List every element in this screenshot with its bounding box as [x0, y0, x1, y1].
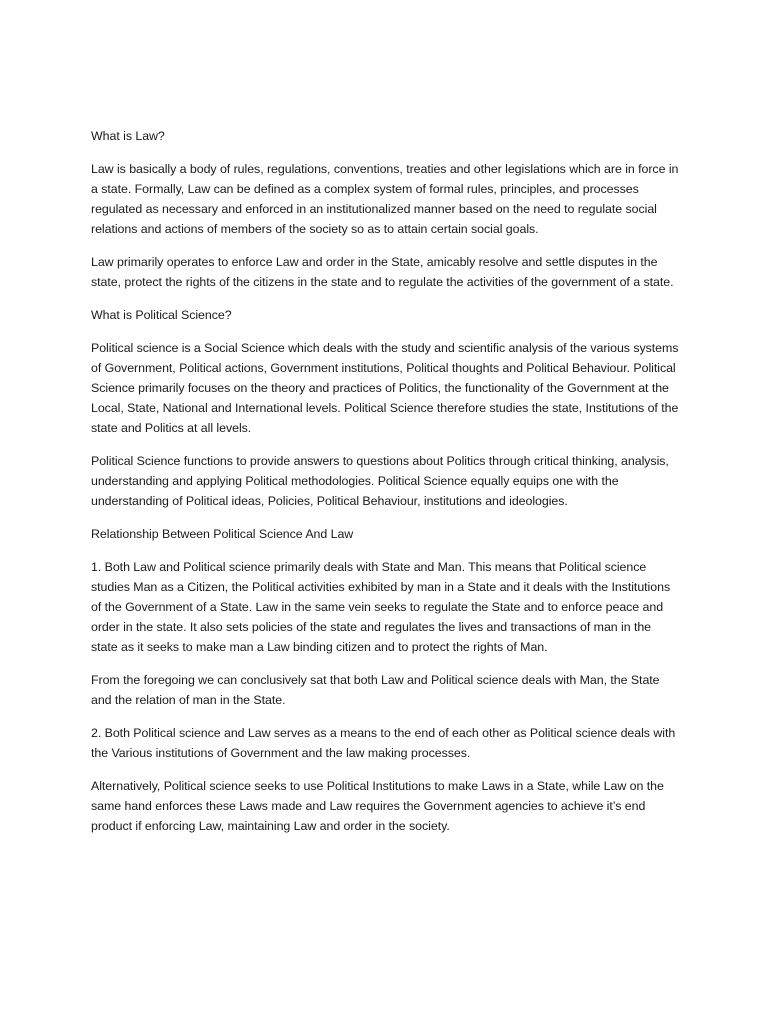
paragraph-law-functions: Law primarily operates to enforce Law and order in the State, amicably resolve and settle disputes in the state, protect the rights of the citizens in the state and to regulate the activities of the government of a state. [91, 255, 674, 289]
paragraph-point-2: 2. Both Political science and Law serves as a means to the end of each other as Political science deals with the Various institutions of Government and the law making processes. [91, 726, 676, 760]
document-page [91, 126, 681, 849]
paragraph-alternatively: Alternatively, Political science seeks to use Political Institutions to make Laws in a State, while Law on the same hand enforces these Laws made and Law requires the Government agencies to achieve it’s end product if enforcing Law, maintaining Law and order in the society. [91, 779, 664, 833]
paragraph-political-science-definition: Political science is a Social Science which deals with the study and scientific analysis of the various systems of Government, Political actions, Government institutions, Political thoughts and Political Behaviour. Political Science primarily focuses on the theory and practices of Politics, the functionality of the Government at the Local, State, National and International levels. Political Science therefore studies the state, Institutions of the state and Politics at all levels. [91, 341, 679, 435]
paragraph-law-definition: Law is basically a body of rules, regulations, conventions, treaties and other legislations which are in force in a state. Formally, Law can be defined as a complex system of formal rules, principles, and processes regulated as necessary and enforced in an institutionalized manner based on the need to regulate social relations and actions of members of the society so as to attain certain social goals. [91, 162, 679, 236]
heading-relationship: Relationship Between Political Science And Law [91, 527, 354, 541]
heading-what-is-law: What is Law? [91, 129, 165, 143]
paragraph-conclusion: From the foregoing we can conclusively sat that both Law and Political science deals with Man, the State and the relation of man in the State. [91, 673, 660, 707]
heading-what-is-political-science: What is Political Science? [91, 308, 232, 322]
paragraph-point-1: 1. Both Law and Political science primarily deals with State and Man. This means that Political science studies Man as a Citizen, the Political activities exhibited by man in a State and it deals with the Institutions of the Government of a State. Law in the same vein seeks to regulate the State and to enforce peace and order in the state. It also sets policies of the state and regulates the lives and transactions of man in the state as it seeks to make man a Law binding citizen and to protect the rights of Man. [91, 560, 671, 654]
paragraph-political-science-functions: Political Science functions to provide answers to questions about Politics through critical thinking, analysis, understanding and applying Political methodologies. Political Science equally equips one with the understanding of Political ideas, Policies, Political Behaviour, institutions and ideologies. [91, 454, 669, 508]
